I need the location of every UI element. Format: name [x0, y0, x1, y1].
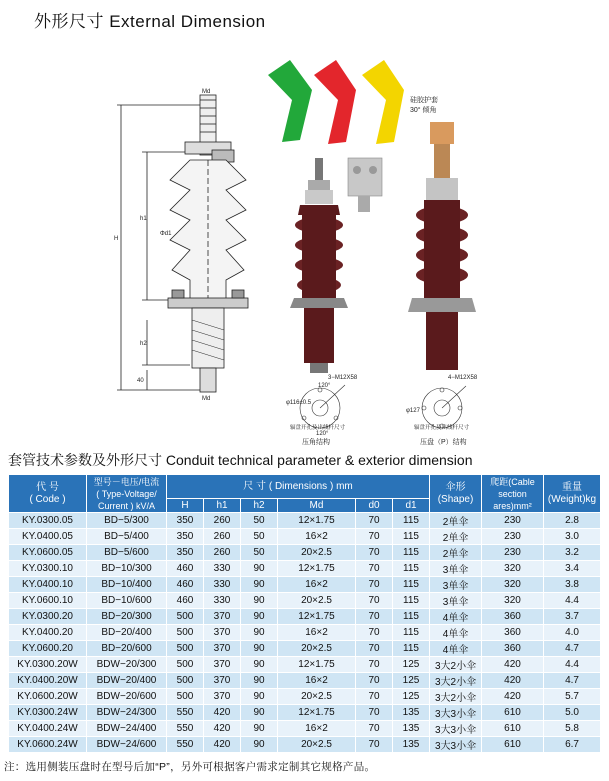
label-md-bottom: Md: [202, 396, 211, 402]
table-cell: 90: [241, 673, 278, 689]
table-cell: 70: [356, 657, 393, 673]
table-cell: 3单伞: [430, 593, 482, 609]
table-cell: 350: [167, 529, 204, 545]
label-struct-right: 压盘（P）结构: [420, 439, 467, 446]
table-cell: BD−5/400: [87, 529, 167, 545]
subheader-h2: h2: [241, 499, 278, 513]
table-cell: 125: [393, 689, 430, 705]
table-cell: KY.0600.20: [9, 641, 87, 657]
label-h1: h1: [140, 216, 147, 222]
table-cell: BDW−20/600: [87, 689, 167, 705]
table-cell: BDW−20/300: [87, 657, 167, 673]
table-cell: 70: [356, 625, 393, 641]
header-creep: 爬距(Cable section ares)mm²: [482, 475, 544, 513]
table-cell: BD−10/400: [87, 577, 167, 593]
table-cell: KY.0400.20W: [9, 673, 87, 689]
table-row: [9, 625, 601, 641]
boot-red: [314, 60, 356, 144]
table-cell: 370: [204, 625, 241, 641]
flange-diagram-left: [300, 385, 345, 428]
table-cell: 230: [482, 529, 544, 545]
table-cell: 260: [204, 529, 241, 545]
label-struct-left: 压角结构: [302, 439, 330, 446]
dimension-drawing: [117, 95, 248, 392]
table-cell: 2单伞: [430, 513, 482, 529]
table-cell: 50: [241, 529, 278, 545]
flange-diagram-right: [422, 386, 466, 428]
product-figure: [0, 30, 609, 446]
table-cell: 360: [482, 609, 544, 625]
table-cell: 500: [167, 641, 204, 657]
table-cell: 4.7: [544, 641, 601, 657]
table-row: [9, 609, 601, 625]
subheader-h1: h1: [204, 499, 241, 513]
table-cell: 115: [393, 593, 430, 609]
table-cell: 320: [482, 593, 544, 609]
table-cell: KY.0400.24W: [9, 721, 87, 737]
table-cell: 3.7: [544, 609, 601, 625]
table-cell: BD−5/300: [87, 513, 167, 529]
table-cell: 370: [204, 641, 241, 657]
table-cell: 90: [241, 705, 278, 721]
label-hole-right: 4−M12X58: [448, 375, 478, 381]
table-cell: 460: [167, 577, 204, 593]
table-cell: BD−20/600: [87, 641, 167, 657]
table-cell: 420: [482, 657, 544, 673]
table-cell: 610: [482, 721, 544, 737]
table-cell: 70: [356, 705, 393, 721]
table-cell: 5.0: [544, 705, 601, 721]
table-cell: 500: [167, 689, 204, 705]
table-cell: KY.0300.10: [9, 561, 87, 577]
table-cell: 70: [356, 577, 393, 593]
table-cell: 550: [167, 737, 204, 753]
table-cell: 3大2小伞: [430, 673, 482, 689]
subheader-md: Md: [278, 499, 356, 513]
table-cell: 20×2.5: [278, 641, 356, 657]
table-row: [9, 529, 601, 545]
table-row: [9, 705, 601, 721]
table-cell: 460: [167, 561, 204, 577]
table-cell: 90: [241, 737, 278, 753]
table-cell: 90: [241, 657, 278, 673]
table-row: [9, 721, 601, 737]
table-cell: 360: [482, 641, 544, 657]
table-cell: 115: [393, 609, 430, 625]
table-cell: 420: [204, 705, 241, 721]
table-cell: 370: [204, 657, 241, 673]
table-cell: 90: [241, 609, 278, 625]
table-cell: 4单伞: [430, 609, 482, 625]
label-hole-left: 3−M12X58: [328, 375, 358, 381]
table-cell: 350: [167, 513, 204, 529]
table-cell: 3大2小伞: [430, 689, 482, 705]
table-cell: BD−20/400: [87, 625, 167, 641]
subheader-d0: d0: [356, 499, 393, 513]
table-cell: KY.0600.05: [9, 545, 87, 561]
bushing-photo-pressure-corner: [290, 158, 348, 373]
table-cell: 90: [241, 593, 278, 609]
table-row: [9, 545, 601, 561]
table-cell: 70: [356, 673, 393, 689]
table-cell: 3大2小伞: [430, 657, 482, 673]
label-dia-left: φ116±0.5: [286, 400, 312, 406]
table-cell: KY.0300.24W: [9, 705, 87, 721]
table-cell: 360: [482, 625, 544, 641]
table-cell: 115: [393, 529, 430, 545]
table-cell: 330: [204, 593, 241, 609]
table-cell: 3大3小伞: [430, 721, 482, 737]
spec-table-body: [9, 513, 601, 753]
table-cell: 4单伞: [430, 641, 482, 657]
table-cell: 330: [204, 561, 241, 577]
table-cell: 460: [167, 593, 204, 609]
table-cell: 2单伞: [430, 545, 482, 561]
terminal-clamp-photo: [348, 158, 382, 212]
table-cell: 4.0: [544, 625, 601, 641]
table-cell: 70: [356, 641, 393, 657]
table-cell: BD−5/600: [87, 545, 167, 561]
table-cell: 16×2: [278, 673, 356, 689]
table-cell: 610: [482, 705, 544, 721]
header-type: 型号－电压/电流 ( Type-Voltage/ Current ) kV/A: [87, 475, 167, 513]
table-cell: 70: [356, 721, 393, 737]
table-row: [9, 513, 601, 529]
table-cell: 50: [241, 513, 278, 529]
table-cell: 70: [356, 561, 393, 577]
table-cell: BD−20/300: [87, 609, 167, 625]
table-cell: 70: [356, 529, 393, 545]
table-cell: KY.0600.20W: [9, 689, 87, 705]
table-cell: 4单伞: [430, 625, 482, 641]
table-row: [9, 657, 601, 673]
table-cell: 4.7: [544, 673, 601, 689]
table-cell: 260: [204, 545, 241, 561]
table-cell: 260: [204, 513, 241, 529]
table-cell: 135: [393, 737, 430, 753]
table-cell: BDW−24/600: [87, 737, 167, 753]
label-angle-left2: 120°: [316, 431, 329, 437]
label-dia-right: φ127: [406, 408, 420, 414]
table-row: [9, 561, 601, 577]
table-row: [9, 737, 601, 753]
table-cell: 420: [204, 737, 241, 753]
table-cell: KY.0300.20W: [9, 657, 87, 673]
header-code: 代 号 ( Code ): [9, 475, 87, 513]
table-cell: 115: [393, 561, 430, 577]
table-cell: 90: [241, 577, 278, 593]
label-boot: 硅胶护套: [410, 97, 438, 104]
table-cell: 370: [204, 609, 241, 625]
table-cell: 16×2: [278, 529, 356, 545]
table-cell: 12×1.75: [278, 609, 356, 625]
table-cell: 500: [167, 609, 204, 625]
table-cell: 230: [482, 513, 544, 529]
table-cell: 2单伞: [430, 529, 482, 545]
table-cell: 500: [167, 673, 204, 689]
table-cell: 3.0: [544, 529, 601, 545]
table-cell: 90: [241, 625, 278, 641]
table-cell: 90: [241, 721, 278, 737]
table-cell: 20×2.5: [278, 593, 356, 609]
header-dimensions: 尺 寸 ( Dimensions ) mm: [167, 475, 430, 499]
silicone-boots: [268, 60, 404, 144]
table-cell: 330: [204, 577, 241, 593]
table-cell: 370: [204, 673, 241, 689]
table-cell: 550: [167, 705, 204, 721]
table-cell: 12×1.75: [278, 657, 356, 673]
header-shape: 伞形 (Shape): [430, 475, 482, 513]
table-cell: 16×2: [278, 625, 356, 641]
table-cell: 70: [356, 593, 393, 609]
table-cell: 115: [393, 577, 430, 593]
label-40: 40: [137, 378, 144, 384]
table-cell: 3.2: [544, 545, 601, 561]
table-cell: KY.0300.05: [9, 513, 87, 529]
table-title: 套管技术参数及外形尺寸 Conduit technical parameter & exterior dimension: [8, 452, 473, 468]
table-cell: 125: [393, 657, 430, 673]
table-cell: 420: [204, 721, 241, 737]
subheader-H: H: [167, 499, 204, 513]
table-cell: 12×1.75: [278, 561, 356, 577]
table-cell: 135: [393, 705, 430, 721]
table-cell: 320: [482, 577, 544, 593]
label-h: H: [114, 236, 119, 242]
header-weight: 重量 (Weight)kg: [544, 475, 601, 513]
table-cell: BD−10/600: [87, 593, 167, 609]
label-angle-left: 120°: [318, 383, 331, 389]
table-cell: 230: [482, 545, 544, 561]
spec-table: [8, 474, 601, 753]
table-cell: 610: [482, 737, 544, 753]
table-cell: KY.0600.24W: [9, 737, 87, 753]
table-cell: 3单伞: [430, 561, 482, 577]
bushing-photo-pressure-plate: [408, 122, 476, 370]
table-cell: 115: [393, 641, 430, 657]
table-cell: 500: [167, 625, 204, 641]
table-cell: 5.7: [544, 689, 601, 705]
table-cell: 135: [393, 721, 430, 737]
label-struct-right-sub: 辐盘开孔及出线杆尺寸: [414, 425, 470, 431]
table-cell: 90: [241, 689, 278, 705]
table-cell: 3.4: [544, 561, 601, 577]
label-h2: h2: [140, 341, 147, 347]
table-cell: 3大3小伞: [430, 737, 482, 753]
label-md-top: Md: [202, 89, 211, 95]
label-boot-angle: 30° 倾角: [410, 107, 437, 114]
table-cell: 4.4: [544, 657, 601, 673]
boot-yellow: [362, 60, 404, 144]
label-struct-left-sub: 辐盘开孔及出线杆尺寸: [290, 425, 346, 431]
table-cell: KY.0400.05: [9, 529, 87, 545]
table-row: [9, 689, 601, 705]
table-cell: 20×2.5: [278, 545, 356, 561]
table-cell: 6.7: [544, 737, 601, 753]
table-cell: KY.0300.20: [9, 609, 87, 625]
table-cell: 16×2: [278, 577, 356, 593]
table-cell: 70: [356, 737, 393, 753]
subheader-d1: d1: [393, 499, 430, 513]
footnote: 注：选用侧装压盘时在型号后加“P”，另外可根据客户需求定制其它规格产品。: [4, 761, 376, 773]
table-cell: 50: [241, 545, 278, 561]
table-cell: 420: [482, 673, 544, 689]
table-cell: 20×2.5: [278, 689, 356, 705]
page-title: 外形尺寸 External Dimension: [34, 12, 266, 31]
table-cell: 3.8: [544, 577, 601, 593]
table-cell: BDW−20/400: [87, 673, 167, 689]
table-cell: 3大3小伞: [430, 705, 482, 721]
table-cell: 70: [356, 689, 393, 705]
label-phi-d1: Φd1: [160, 231, 172, 237]
table-cell: 125: [393, 673, 430, 689]
table-cell: BDW−24/400: [87, 721, 167, 737]
table-cell: 3单伞: [430, 577, 482, 593]
table-cell: KY.0400.20: [9, 625, 87, 641]
table-cell: 20×2.5: [278, 737, 356, 753]
table-cell: 320: [482, 561, 544, 577]
table-cell: 4.4: [544, 593, 601, 609]
table-row: [9, 641, 601, 657]
table-row: [9, 577, 601, 593]
table-cell: KY.0600.10: [9, 593, 87, 609]
table-cell: 115: [393, 545, 430, 561]
table-cell: 115: [393, 625, 430, 641]
table-cell: KY.0400.10: [9, 577, 87, 593]
table-cell: 500: [167, 657, 204, 673]
table-cell: 70: [356, 545, 393, 561]
table-cell: BDW−24/300: [87, 705, 167, 721]
table-cell: 370: [204, 689, 241, 705]
table-row: [9, 593, 601, 609]
table-cell: 115: [393, 513, 430, 529]
table-cell: 70: [356, 513, 393, 529]
boot-green: [268, 60, 312, 142]
table-cell: 90: [241, 641, 278, 657]
table-cell: 420: [482, 689, 544, 705]
table-cell: 12×1.75: [278, 705, 356, 721]
table-cell: 5.8: [544, 721, 601, 737]
table-cell: 90: [241, 561, 278, 577]
table-cell: 2.8: [544, 513, 601, 529]
table-cell: 550: [167, 721, 204, 737]
table-cell: 12×1.75: [278, 513, 356, 529]
table-cell: BD−10/300: [87, 561, 167, 577]
table-cell: 16×2: [278, 721, 356, 737]
table-cell: 70: [356, 609, 393, 625]
table-row: [9, 673, 601, 689]
table-cell: 350: [167, 545, 204, 561]
